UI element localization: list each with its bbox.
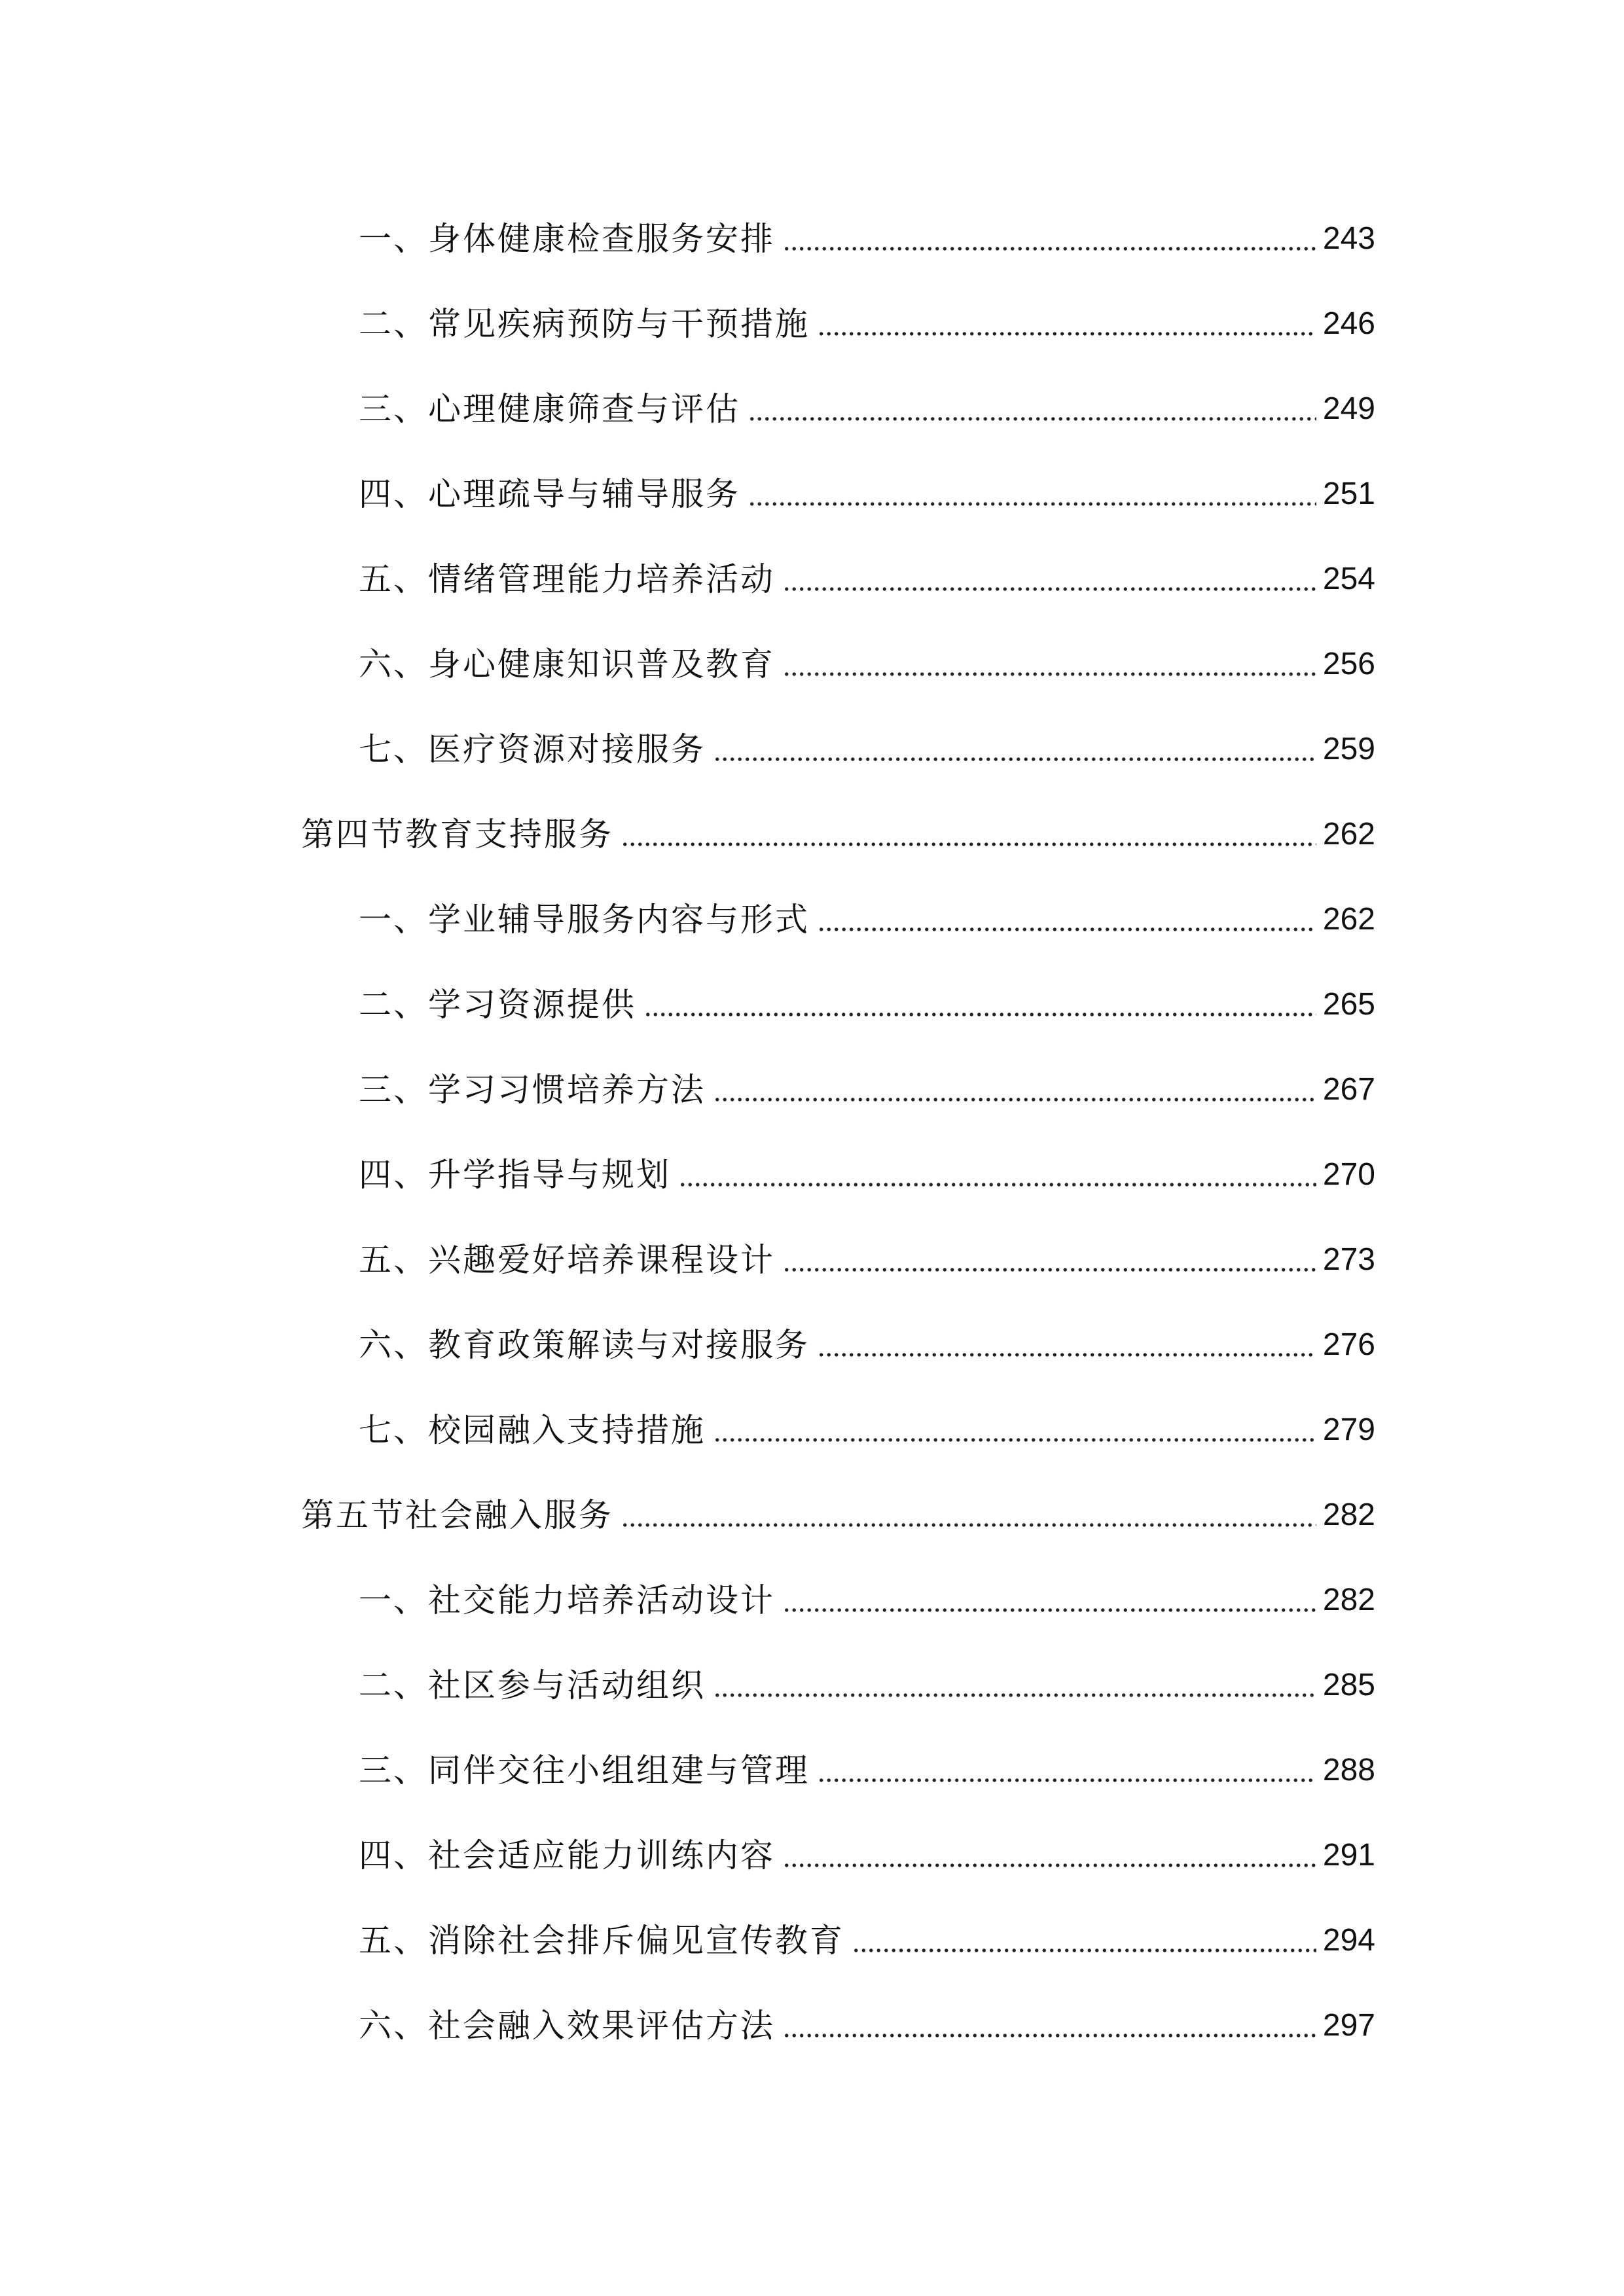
- toc-section-title: 第五节社会融入服务: [301, 1496, 613, 1534]
- dot-leader: [852, 1940, 1316, 1953]
- toc-entry[interactable]: [359, 1996, 1375, 2055]
- toc-entry-page-number: 273: [1322, 1242, 1375, 1277]
- toc-entry-page-number: 262: [1322, 902, 1375, 937]
- dot-leader: [621, 1515, 1316, 1528]
- toc-entry-title: 七、校园融入支持措施: [359, 1411, 706, 1449]
- toc-entry-title: 三、学习习惯培养方法: [359, 1071, 706, 1109]
- dot-leader: [783, 579, 1316, 592]
- toc-entry-page-number: 291: [1322, 1838, 1375, 1873]
- dot-leader: [644, 1004, 1316, 1017]
- toc-entry[interactable]: [359, 380, 1375, 439]
- toc-section-entry[interactable]: [301, 1486, 1375, 1545]
- toc-entry-title: 四、心理疏导与辅导服务: [359, 475, 740, 513]
- toc-entry[interactable]: [359, 975, 1375, 1034]
- toc-entry-title: 二、常见疾病预防与干预措施: [359, 305, 810, 343]
- dot-leader: [713, 1089, 1316, 1102]
- toc-entry[interactable]: [359, 550, 1375, 609]
- toc-entry[interactable]: [359, 209, 1375, 268]
- dot-leader: [713, 749, 1316, 762]
- toc-entry-title: 三、心理健康筛查与评估: [359, 390, 740, 428]
- dot-leader: [713, 1685, 1316, 1698]
- toc-entry-page-number: 254: [1322, 562, 1375, 596]
- toc-entry-title: 六、身心健康知识普及教育: [359, 645, 775, 683]
- toc-entry-page-number: 297: [1322, 2008, 1375, 2043]
- toc-entry-page-number: 285: [1322, 1668, 1375, 1702]
- toc-entry-page-number: 243: [1322, 221, 1375, 256]
- dot-leader: [783, 238, 1316, 251]
- toc-entry[interactable]: [359, 1741, 1375, 1800]
- toc-entry[interactable]: [359, 890, 1375, 949]
- toc-entry[interactable]: [359, 465, 1375, 524]
- toc-entry-page-number: 256: [1322, 647, 1375, 681]
- toc-entry[interactable]: [359, 295, 1375, 353]
- dot-leader: [783, 1855, 1316, 1868]
- toc-entry-page-number: 279: [1322, 1412, 1375, 1447]
- toc-entry[interactable]: [359, 1316, 1375, 1374]
- dot-leader: [818, 1344, 1316, 1357]
- toc-entry-title: 五、情绪管理能力培养活动: [359, 560, 775, 598]
- toc-entry-page-number: 282: [1322, 1583, 1375, 1617]
- toc-entry-title: 三、同伴交往小组组建与管理: [359, 1751, 810, 1789]
- toc-entry[interactable]: [359, 1230, 1375, 1289]
- toc-entry-title: 四、社会适应能力训练内容: [359, 1837, 775, 1874]
- dot-leader: [748, 408, 1316, 422]
- toc-entry-title: 五、兴趣爱好培养课程设计: [359, 1241, 775, 1279]
- toc-entry-page-number: 294: [1322, 1923, 1375, 1958]
- toc-entry-title: 一、学业辅导服务内容与形式: [359, 901, 810, 939]
- dot-leader: [783, 1259, 1316, 1272]
- toc-entry[interactable]: [359, 1911, 1375, 1970]
- toc-entry[interactable]: [359, 1571, 1375, 1630]
- toc-entry[interactable]: [359, 1826, 1375, 1885]
- toc-entry[interactable]: [359, 1145, 1375, 1204]
- toc-entry-title: 六、教育政策解读与对接服务: [359, 1326, 810, 1364]
- toc-entry[interactable]: [359, 1401, 1375, 1460]
- toc-entry-page-number: 246: [1322, 306, 1375, 341]
- toc-entry-page-number: 267: [1322, 1072, 1375, 1107]
- dot-leader: [818, 1770, 1316, 1783]
- dot-leader: [713, 1429, 1316, 1443]
- dot-leader: [783, 2025, 1316, 2038]
- toc-entry[interactable]: [359, 635, 1375, 694]
- dot-leader: [818, 919, 1316, 932]
- dot-leader: [783, 1600, 1316, 1613]
- toc-entry-page-number: 288: [1322, 1753, 1375, 1787]
- toc-entry-title: 六、社会融入效果评估方法: [359, 2007, 775, 2045]
- toc-entry-page-number: 282: [1322, 1498, 1375, 1532]
- toc-entry-title: 四、升学指导与规划: [359, 1156, 671, 1194]
- toc-entry-page-number: 265: [1322, 987, 1375, 1022]
- toc-entry-title: 二、学习资源提供: [359, 986, 636, 1024]
- dot-leader: [621, 834, 1316, 847]
- toc-entry-title: 一、社交能力培养活动设计: [359, 1581, 775, 1619]
- dot-leader: [818, 323, 1316, 336]
- toc-entry-title: 七、医疗资源对接服务: [359, 730, 706, 768]
- toc-section-title: 第四节教育支持服务: [301, 816, 613, 853]
- toc-entry[interactable]: [359, 1060, 1375, 1119]
- toc-entry-title: 一、身体健康检查服务安排: [359, 220, 775, 258]
- toc-entry-title: 五、消除社会排斥偏见宣传教育: [359, 1922, 844, 1960]
- toc-entry[interactable]: [359, 720, 1375, 779]
- toc-entry-title: 二、社区参与活动组织: [359, 1666, 706, 1704]
- toc-entry-page-number: 251: [1322, 476, 1375, 511]
- dot-leader: [748, 493, 1316, 507]
- dot-leader: [679, 1174, 1316, 1187]
- toc-entry-page-number: 262: [1322, 817, 1375, 852]
- dot-leader: [783, 664, 1316, 677]
- toc-entry[interactable]: [359, 1656, 1375, 1715]
- toc-section-entry[interactable]: [301, 805, 1375, 864]
- toc-entry-page-number: 276: [1322, 1327, 1375, 1362]
- toc-entry-page-number: 270: [1322, 1157, 1375, 1192]
- toc-entry-page-number: 259: [1322, 732, 1375, 766]
- toc-entry-page-number: 249: [1322, 391, 1375, 426]
